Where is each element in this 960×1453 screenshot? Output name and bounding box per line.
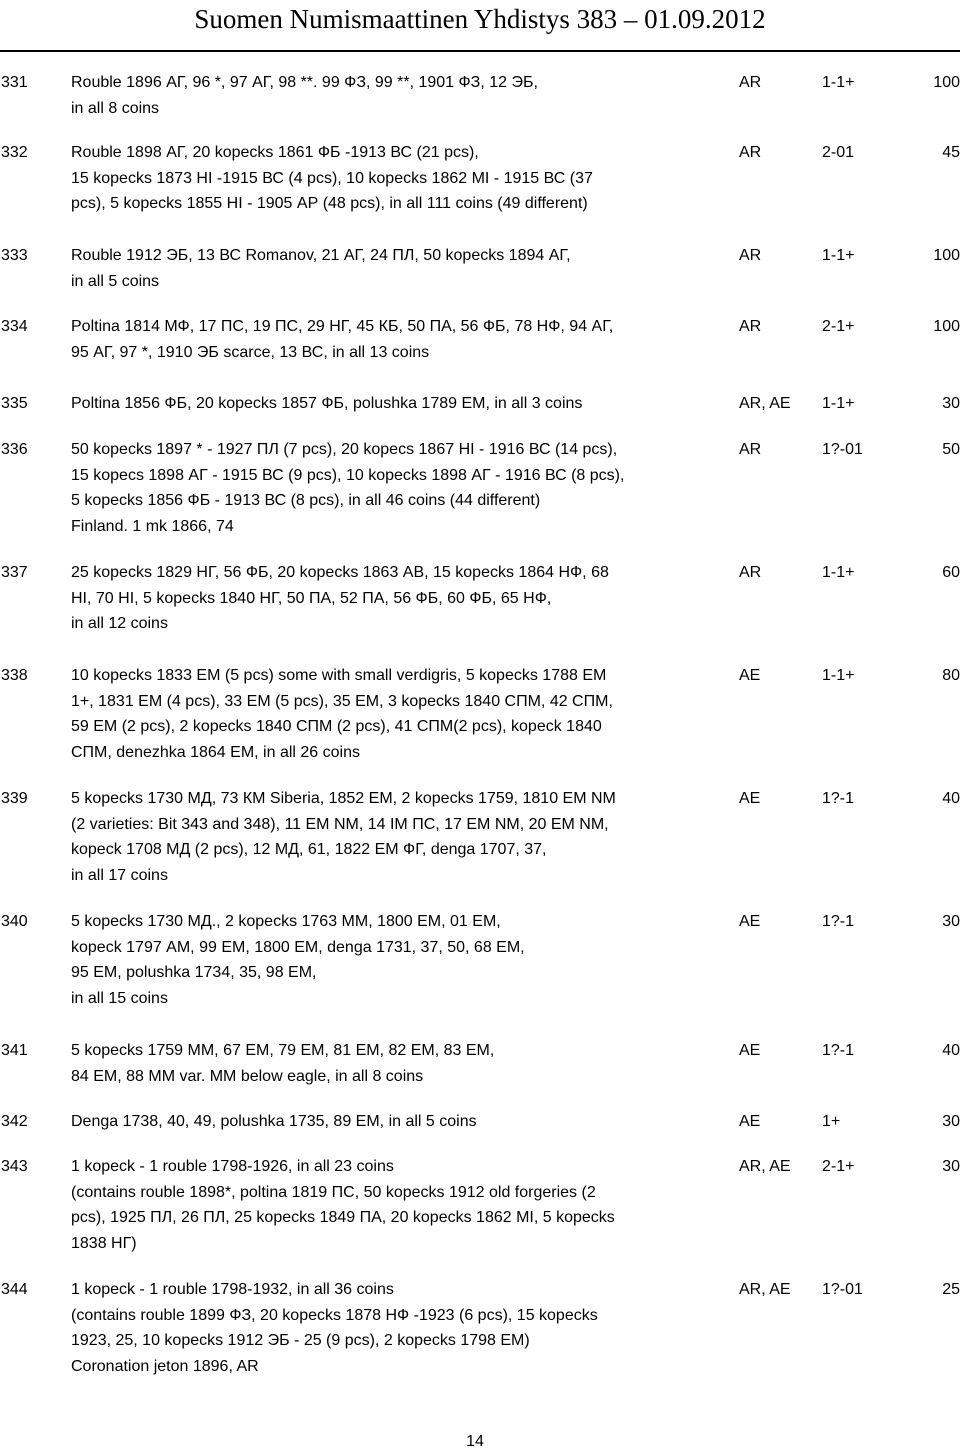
lot-metal: AE — [739, 790, 761, 807]
lot-metal: AE — [739, 913, 761, 930]
lot-grade: 2-01 — [822, 144, 855, 161]
lot-price: 30 — [942, 913, 960, 930]
header-divider — [0, 50, 960, 52]
lot-grade: 1?-01 — [822, 1281, 863, 1298]
lot-grade: 1-1+ — [822, 74, 855, 91]
lot-grade: 1?-1 — [822, 913, 855, 930]
lot-price: 30 — [942, 395, 960, 412]
lot-grade: 1+ — [822, 1113, 841, 1130]
lot-price: 50 — [942, 441, 960, 458]
lot-grade: 1?-1 — [822, 1042, 855, 1059]
lot-price: 100 — [933, 74, 960, 91]
lot-number: 331 — [1, 74, 28, 91]
lot-description: Poltina 1856 ФБ, 20 kopecks 1857 ФБ, polushka 1789 ЕМ, in all 3 coins — [71, 395, 583, 412]
lot-grade: 2-1+ — [822, 318, 855, 335]
lot-number: 338 — [1, 667, 28, 684]
lot-price: 40 — [942, 790, 960, 807]
lot-number: 343 — [1, 1158, 28, 1175]
lot-number: 337 — [1, 564, 28, 581]
lot-description: 5 kopecks 1730 МД., 2 kopecks 1763 ММ, 1800 ЕМ, 01 ЕМ, kopeck 1797 АМ, 99 ЕМ, 1800 ЕМ, denga 1731, 37, 50, 68 ЕМ, 95 ЕМ, polushka 1734, 35, 98 ЕМ, in all 15 coins — [71, 913, 525, 1007]
lot-metal: AR, AE — [739, 1281, 791, 1298]
lot-metal: AR — [739, 74, 762, 91]
lot-metal: AE — [739, 1042, 761, 1059]
lot-metal: AE — [739, 1113, 761, 1130]
lot-grade: 1?-1 — [822, 790, 855, 807]
lot-grade: 1?-01 — [822, 441, 863, 458]
lot-description: 10 kopecks 1833 ЕМ (5 pcs) some with small verdigris, 5 kopecks 1788 ЕМ 1+, 1831 ЕМ (4 pcs), 33 ЕМ (5 pcs), 35 ЕМ, 3 kopecks 1840 СПМ, 42 СПМ, 59 ЕМ (2 pcs), 2 kopecks 1840 СПМ (2 pcs), 41 СПМ(2 pcs), kopeck 1840 СПМ, denezhka 1864 ЕМ, in all 26 coins — [71, 667, 613, 761]
lot-price: 100 — [933, 247, 960, 264]
lot-description: Denga 1738, 40, 49, polushka 1735, 89 ЕМ, in all 5 coins — [71, 1113, 477, 1130]
lot-number: 344 — [1, 1281, 28, 1298]
lot-metal: AR — [739, 441, 762, 458]
lot-description: 50 kopecks 1897 * - 1927 ПЛ (7 pcs), 20 kopecs 1867 HI - 1916 ВС (14 pcs), 15 kopecs 1898 АГ - 1915 ВС (9 pcs), 10 kopecks 1898 АГ - 1916 ВС (8 pcs), 5 kopecks 1856 ФБ - 1913 ВС (8 pcs), in all 46 coins (44 different) Finland. 1 mk 1866, 74 — [71, 441, 625, 535]
lot-grade: 1-1+ — [822, 247, 855, 264]
lot-number: 332 — [1, 144, 28, 161]
lot-description: 5 kopecks 1759 ММ, 67 ЕМ, 79 ЕМ, 81 ЕМ, 82 ЕМ, 83 ЕМ, 84 ЕМ, 88 ММ var. ММ below eagle, in all 8 coins — [71, 1042, 495, 1085]
lot-description: 5 kopecks 1730 МД, 73 КМ Siberia, 1852 ЕМ, 2 kopecks 1759, 1810 ЕМ NM (2 varieties: Bit 343 and 348), 11 ЕМ NM, 14 IM ПС, 17 ЕМ NM, 20 ЕМ NM, kopeck 1708 МД (2 pcs), 12 МД, 61, 1822 ЕМ ФГ, denga 1707, 37, in all 17 coins — [71, 790, 616, 884]
lot-grade: 1-1+ — [822, 564, 855, 581]
lot-price: 100 — [933, 318, 960, 335]
lot-metal: AR — [739, 247, 762, 264]
lot-number: 342 — [1, 1113, 28, 1130]
lot-grade: 1-1+ — [822, 667, 855, 684]
lot-price: 80 — [942, 667, 960, 684]
lot-price: 40 — [942, 1042, 960, 1059]
lot-metal: AR, AE — [739, 395, 791, 412]
lot-price: 30 — [942, 1158, 960, 1175]
lot-price: 25 — [942, 1281, 960, 1298]
page-header — [0, 0, 960, 46]
lot-description: Rouble 1912 ЭБ, 13 ВС Romanov, 21 АГ, 24 ПЛ, 50 kopecks 1894 АГ, in all 5 coins — [71, 247, 571, 290]
lot-metal: AR — [739, 564, 762, 581]
lot-metal: AR, AE — [739, 1158, 791, 1175]
lot-description: 1 kopeck - 1 rouble 1798-1926, in all 23 coins (contains rouble 1898*, poltina 1819 ПС, 50 kopecks 1912 old forgeries (2 pcs), 1925 ПЛ, 26 ПЛ, 25 kopecks 1849 ПА, 20 kopecks 1862 MI, 5 kopecks 1838 НГ) — [71, 1158, 615, 1252]
lot-number: 339 — [1, 790, 28, 807]
lot-description: Poltina 1814 МФ, 17 ПС, 19 ПС, 29 НГ, 45 КБ, 50 ПА, 56 ФБ, 78 НФ, 94 АГ, 95 АГ, 97 *, 1910 ЭБ scarce, 13 ВС, in all 13 coins — [71, 318, 614, 361]
lot-description: Rouble 1898 АГ, 20 kopecks 1861 ФБ -1913 ВС (21 pcs), 15 kopecks 1873 HI -1915 ВС (4 pcs), 10 kopecks 1862 MI - 1915 ВС (37 pcs), 5 kopecks 1855 HI - 1905 АР (48 pcs), in all 111 coins (49 different) — [71, 144, 593, 213]
lot-price: 30 — [942, 1113, 960, 1130]
lot-number: 335 — [1, 395, 28, 412]
page-footer — [0, 1432, 950, 1452]
lot-grade: 1-1+ — [822, 395, 855, 412]
page-number: 14 — [466, 1433, 484, 1450]
lot-grade: 2-1+ — [822, 1158, 855, 1175]
lot-metal: AR — [739, 318, 762, 335]
lot-number: 336 — [1, 441, 28, 458]
lot-metal: AE — [739, 667, 761, 684]
lot-description: 1 kopeck - 1 rouble 1798-1932, in all 36 coins (contains rouble 1899 ФЗ, 20 kopecks 1878 НФ -1923 (6 pcs), 15 kopecks 1923, 25, 10 kopecks 1912 ЭБ - 25 (9 pcs), 2 kopecks 1798 ЕМ) Coronation jeton 1896, AR — [71, 1281, 598, 1375]
lot-number: 333 — [1, 247, 28, 264]
lot-number: 334 — [1, 318, 28, 335]
lot-description: Rouble 1896 АГ, 96 *, 97 АГ, 98 **. 99 ФЗ, 99 **, 1901 ФЗ, 12 ЭБ, in all 8 coins — [71, 74, 538, 117]
lot-metal: AR — [739, 144, 762, 161]
lot-number: 341 — [1, 1042, 28, 1059]
lot-description: 25 kopecks 1829 НГ, 56 ФБ, 20 kopecks 1863 АВ, 15 kopecks 1864 НФ, 68 HI, 70 HI, 5 kopecks 1840 НГ, 50 ПА, 52 ПА, 56 ФБ, 60 ФБ, 65 НФ, in all 12 coins — [71, 564, 609, 633]
lot-price: 60 — [942, 564, 960, 581]
lot-price: 45 — [942, 144, 960, 161]
lot-number: 340 — [1, 913, 28, 930]
header-title: Suomen Numismaattinen Yhdistys 383 – 01.09.2012 — [194, 4, 766, 34]
